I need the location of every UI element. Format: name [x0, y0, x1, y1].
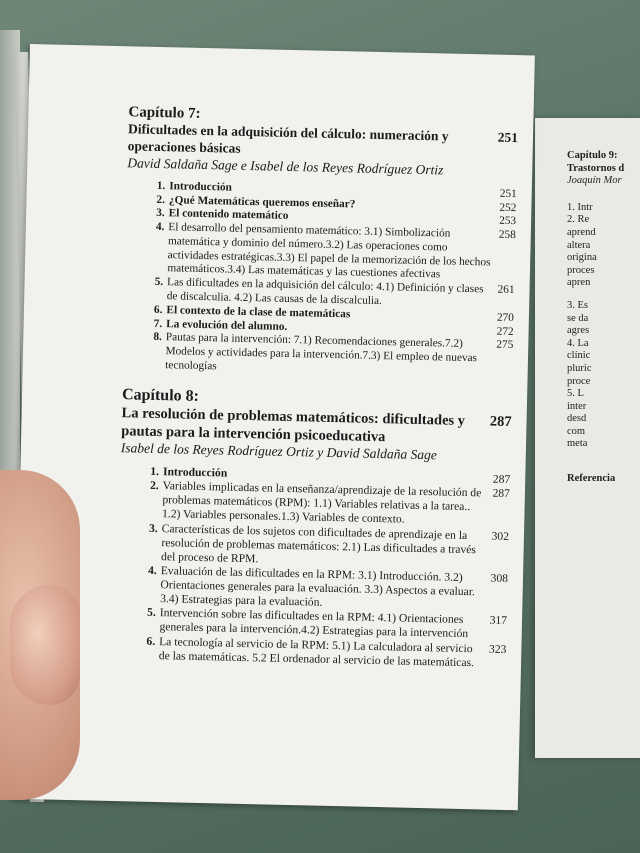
facing-line: com [567, 425, 586, 437]
toc-item: 3. Características de los sujetos con dificultades de aprendizaje en la resolución de problemas matemáticos: 2.1) Las dificultades a través del proceso de RPM. 302 [148, 521, 510, 566]
facing-page-text [567, 150, 640, 486]
toc-item: 5. Intervención sobre las dificultades en la RPM: 4.1) Orientaciones generales para la intervención.4.2) Estrategias para la intervención 317 [146, 606, 508, 641]
toc-item: 6. El contexto de la clase de matemáticas 270 [153, 303, 515, 324]
chapter-7-title: Dificultades en la adquisición del cálculo: numeración y operaciones básicas 251 [127, 121, 519, 156]
toc-item: 6. La tecnología al servicio de la RPM: 5.1) La calculadora al servicio de las matemáticas. 5.2 El ordenador al servicio de las matemáticas. 323 [146, 634, 507, 669]
facing-line: aprend [567, 226, 596, 238]
facing-line: altera [567, 239, 591, 251]
facing-line: pluric [567, 362, 592, 374]
toc-item: 7. La evolución del alumno. 272 [153, 317, 514, 338]
chapter-8-authors: Isabel de los Reyes Rodríguez Ortiz y David Saldaña Sage [120, 440, 438, 463]
facing-line: apren [567, 277, 591, 289]
toc-item: 8. Pautas para la intervención: 7.1) Recomendaciones generales.7.2) Modelos y actividades para la intervención.7.3) El empleo de nuevas tecnologías 275 [153, 331, 514, 373]
toc-item: 1. Introducción 251 [156, 179, 517, 200]
toc-item: 2. ¿Qué Matemáticas queremos enseñar? 252 [156, 193, 517, 214]
book-page [13, 44, 535, 810]
toc-item: 2. Variables implicadas en la enseñanza/aprendizaje de la resolución de problemas matemáticos (RPM): 1.1) Variables relativas a la tarea.. 1.2) Variables personales.1.3) Variables de contexto. 287 [149, 478, 511, 526]
facing-line: 1. Intr [567, 201, 593, 213]
facing-line: 3. Es [567, 299, 588, 311]
facing-line: inter [567, 400, 587, 412]
facing-line: 5. L [567, 388, 584, 400]
chapter-7-authors: David Saldaña Sage e Isabel de los Reyes Rodríguez Ortiz [127, 154, 444, 178]
facing-line: clínic [567, 350, 591, 362]
toc-item: 1. Introducción 287 [150, 464, 511, 486]
thumb [10, 585, 80, 705]
chapter-7-items [153, 180, 517, 381]
facing-line: proces [567, 264, 595, 276]
chapter-8-title: La resolución de problemas matemáticos: dificultades y pautas para la intervención psicoeducativa 287 [121, 404, 512, 445]
facing-line: se da [567, 312, 589, 324]
facing-line: origina [567, 252, 597, 264]
facing-line: 4. La [567, 337, 589, 349]
facing-chapter-title: Trastornos d [567, 162, 625, 174]
chapter-7-section [123, 104, 519, 380]
toc-item: 5. Las dificultades en la adquisición del cálculo: 4.1) Definición y clases de discalculia. 4.2) Las causas de la discalculia. 261 [154, 276, 515, 308]
facing-line: agres [567, 325, 590, 337]
facing-line: 2. Re [567, 214, 590, 226]
facing-line: meta [567, 438, 588, 450]
chapter-8-section [116, 386, 512, 671]
toc-item: 4. Evaluación de las dificultades en la RPM: 3.1) Introducción. 3.2) Orientaciones generales para la evaluación. 3.3) Aspectos a evaluar. 3.4) Estrategias para la evaluación. 308 [147, 563, 509, 609]
facing-chapter-label: Capítulo 9: [567, 150, 618, 161]
chapter-7-label: Capítulo 7: [128, 104, 201, 122]
chapter-8-label: Capítulo 8: [121, 385, 200, 405]
facing-chapter-author: Joaquín Mor [567, 175, 622, 187]
facing-references-heading: Referencia [567, 473, 616, 485]
toc-item: 4. El desarrollo del pensamiento matemático: 3.1) Simbolización matemática y dominio del número.3.2) Las operaciones como actividades estratégicas.3.3) El papel de la memorización de los hechos matemáticos.3.4) Las matemáticas y las cuestiones afectivas 258 [155, 220, 516, 281]
facing-line: proce [567, 375, 591, 387]
chapter-8-items [146, 465, 510, 671]
facing-line: desd [567, 413, 587, 425]
toc-item: 3. El contenido matemático 253 [156, 207, 517, 228]
table-of-contents [116, 66, 519, 671]
